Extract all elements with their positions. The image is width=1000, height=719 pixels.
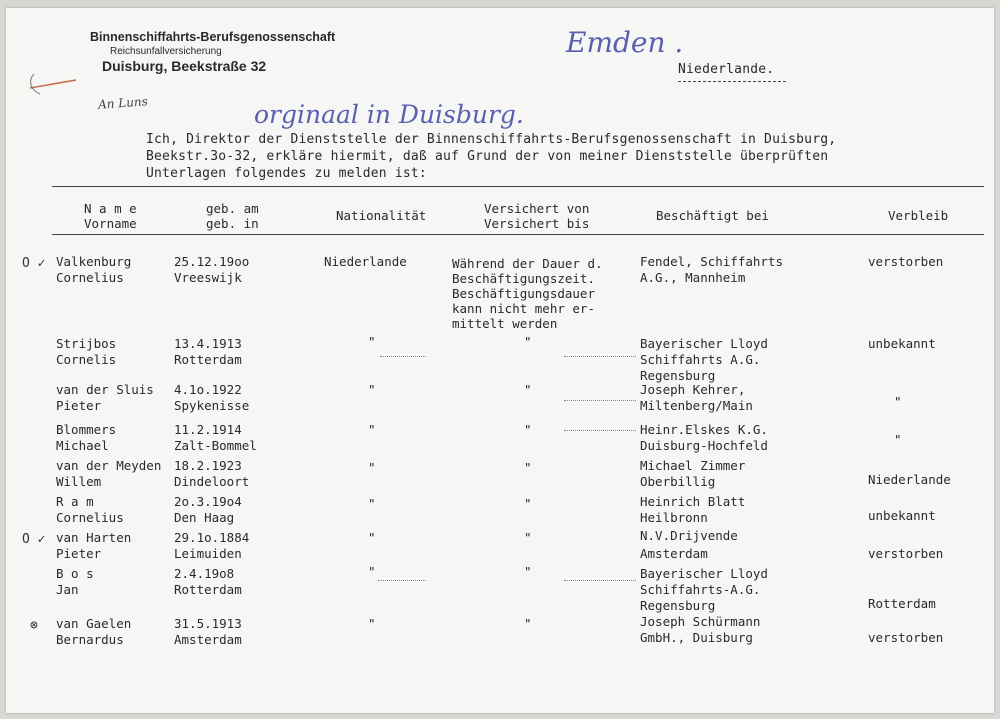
row-verbleib: " (894, 394, 902, 409)
row-employer-line-2: GmbH., Duisburg (640, 630, 753, 645)
intro-line-3: Unterlagen folgendes zu melden ist: (146, 166, 427, 181)
row-verbleib: Rotterdam (868, 596, 936, 611)
row-employer-line-1: Joseph Schürmann (640, 614, 761, 629)
row-vorname: Cornelius (56, 270, 124, 285)
row-vorname: Michael (56, 438, 109, 453)
row-insured: " (524, 530, 532, 545)
row-vorname: Bernardus (56, 632, 124, 647)
row-employer-line-1: Bayerischer Lloyd (640, 566, 768, 581)
ditto-dots (564, 580, 636, 581)
row-birth-place: Vreeswijk (174, 270, 242, 285)
ditto-dots (564, 356, 636, 357)
row-nationality: " (368, 334, 376, 349)
row-birth-date: 2.4.19o8 (174, 566, 235, 581)
row-insured-line-4: kann nicht mehr er- (452, 301, 595, 316)
col-header-geb-am: geb. am (206, 201, 259, 216)
row-birth-place: Dindeloort (174, 474, 250, 489)
row-name: R a m (56, 494, 94, 509)
row-employer-line-2: Schiffahrts A.G. (640, 352, 761, 367)
row-verbleib: Niederlande (868, 472, 951, 487)
letterhead-subtitle: Reichsunfallversicherung (110, 46, 222, 57)
row-insured: " (524, 564, 532, 579)
row-birth-place: Spykenisse (174, 398, 250, 413)
row-employer-line-3: Regensburg (640, 368, 716, 383)
row-vorname: Willem (56, 474, 102, 489)
row-employer-line-2: Amsterdam (640, 546, 708, 561)
col-header-beschaeftigt: Beschäftigt bei (656, 208, 769, 223)
row-verbleib: verstorben (868, 630, 944, 645)
row-insured-line-2: Beschäftigungszeit. (452, 271, 595, 286)
handwritten-initials: An Luns (97, 94, 149, 112)
row-name: Valkenburg (56, 254, 132, 269)
row-name: B o s (56, 566, 94, 581)
row-nationality: " (368, 564, 376, 579)
table-top-rule (52, 186, 984, 187)
intro-line-2: Beekstr.3o-32, erkläre hiermit, daß auf Grund der von meiner Dienststelle überprüften (146, 149, 829, 164)
row-check-mark: O ✓ (22, 532, 46, 547)
row-birth-date: 13.4.1913 (174, 336, 242, 351)
handwritten-note: orginaal in Duisburg. (254, 100, 524, 129)
row-birth-place: Amsterdam (174, 632, 242, 647)
row-employer-line-1: Fendel, Schiffahrts (640, 254, 783, 269)
ditto-dots (380, 356, 426, 357)
row-insured: " (524, 496, 532, 511)
col-header-versichert-von: Versichert von (484, 201, 590, 216)
row-birth-date: 29.1o.1884 (174, 530, 250, 545)
row-employer-line-2: Duisburg-Hochfeld (640, 438, 768, 453)
row-vorname: Pieter (56, 398, 102, 413)
row-vorname: Cornelius (56, 510, 124, 525)
row-insured: " (524, 382, 532, 397)
row-name: van Gaelen (56, 616, 132, 631)
country-heading: Niederlande. (678, 62, 775, 77)
table-header-rule (52, 234, 984, 235)
row-employer-line-1: N.V.Drijvende (640, 528, 738, 543)
col-header-geb-in: geb. in (206, 216, 259, 231)
row-name: van der Meyden (56, 458, 162, 473)
row-birth-date: 31.5.1913 (174, 616, 242, 631)
row-vorname: Jan (56, 582, 79, 597)
row-insured: " (524, 460, 532, 475)
row-nationality: Niederlande (324, 254, 407, 269)
letterhead-address: Duisburg, Beekstraße 32 (102, 58, 267, 74)
row-verbleib: unbekannt (868, 336, 936, 351)
row-employer-line-1: Bayerischer Lloyd (640, 336, 768, 351)
row-verbleib: verstorben (868, 254, 944, 269)
col-header-name: N a m e (84, 201, 137, 216)
row-nationality: " (368, 616, 376, 631)
row-birth-place: Zalt-Bommel (174, 438, 257, 453)
row-nationality: " (368, 382, 376, 397)
row-insured-line-3: Beschäftigungsdauer (452, 286, 595, 301)
row-birth-place: Rotterdam (174, 352, 242, 367)
row-check-mark: O ✓ (22, 256, 46, 271)
row-nationality: " (368, 422, 376, 437)
row-birth-place: Rotterdam (174, 582, 242, 597)
row-check-mark: ⊗ (30, 618, 38, 633)
row-birth-date: 25.12.19oo (174, 254, 250, 269)
letterhead-organization: Binnenschiffahrts-Berufsgenossenschaft (90, 30, 336, 44)
row-insured-line-1: Während der Dauer d. (452, 256, 603, 271)
row-insured: " (524, 334, 532, 349)
handwritten-city: Emden . (566, 26, 684, 59)
col-header-vorname: Vorname (84, 216, 137, 231)
row-employer-line-3: Regensburg (640, 598, 716, 613)
row-verbleib: unbekannt (868, 508, 936, 523)
row-birth-date: 2o.3.19o4 (174, 494, 242, 509)
row-employer-line-2: Miltenberg/Main (640, 398, 753, 413)
row-birth-date: 4.1o.1922 (174, 382, 242, 397)
col-header-versichert-bis: Versichert bis (484, 216, 590, 231)
row-verbleib: " (894, 432, 902, 447)
row-vorname: Cornelis (56, 352, 117, 367)
col-header-nationalitaet: Nationalität (336, 208, 427, 223)
row-birth-date: 11.2.1914 (174, 422, 242, 437)
document-page (6, 8, 994, 713)
row-employer-line-1: Joseph Kehrer, (640, 382, 746, 397)
row-birth-place: Leimuiden (174, 546, 242, 561)
row-name: van Harten (56, 530, 132, 545)
row-name: van der Sluis (56, 382, 154, 397)
row-employer-line-1: Heinr.Elskes K.G. (640, 422, 768, 437)
row-employer-line-1: Michael Zimmer (640, 458, 746, 473)
row-vorname: Pieter (56, 546, 102, 561)
row-name: Blommers (56, 422, 117, 437)
row-insured: " (524, 422, 532, 437)
row-birth-date: 18.2.1923 (174, 458, 242, 473)
row-employer-line-2: A.G., Mannheim (640, 270, 746, 285)
ditto-dots (564, 400, 636, 401)
country-heading-underline (678, 81, 786, 82)
row-employer-line-2: Schiffahrts-A.G. (640, 582, 761, 597)
row-verbleib: verstorben (868, 546, 944, 561)
row-insured-line-5: mittelt werden (452, 316, 558, 331)
intro-line-1: Ich, Direktor der Dienststelle der Binnenschiffahrts-Berufsgenossenschaft in Duisburg, (146, 132, 837, 147)
ditto-dots (564, 430, 636, 431)
pencil-mark-icon (26, 66, 86, 100)
row-employer-line-1: Heinrich Blatt (640, 494, 746, 509)
row-nationality: " (368, 496, 376, 511)
row-nationality: " (368, 530, 376, 545)
row-insured: " (524, 616, 532, 631)
row-employer-line-2: Heilbronn (640, 510, 708, 525)
row-name: Strijbos (56, 336, 117, 351)
row-employer-line-2: Oberbillig (640, 474, 716, 489)
row-nationality: " (368, 460, 376, 475)
ditto-dots (378, 580, 426, 581)
row-birth-place: Den Haag (174, 510, 235, 525)
col-header-verbleib: Verbleib (888, 208, 949, 223)
